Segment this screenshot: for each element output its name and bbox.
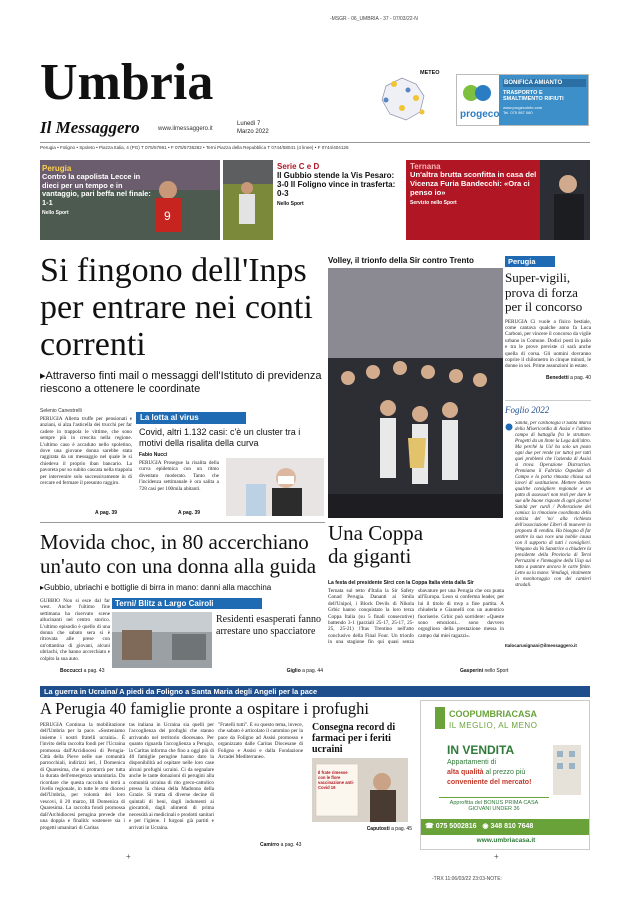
umbria-map-icon (372, 68, 450, 130)
ad-umbriacasa[interactable] (420, 700, 590, 850)
gubbio-photo (223, 160, 273, 240)
teaser-3-kicker: Ternana (410, 162, 441, 171)
arrow-icon: ▸ (40, 583, 45, 592)
volley-photo (328, 268, 503, 518)
progeco-logo-icon (457, 79, 499, 109)
foglio-email[interactable]: Italocarusignani@ilmessaggero.it (505, 643, 577, 648)
movida-subhead (40, 583, 325, 592)
meteo-box (372, 68, 450, 130)
ad-line2 (447, 769, 525, 776)
svg-text:9: 9 (164, 209, 171, 223)
teaser-1-kicker: Perugia (42, 164, 72, 173)
teaser-2-section: Nello Sport (277, 201, 304, 207)
umbriacasa-slogan: IL MEGLIO, AL MENO (449, 721, 538, 730)
ad-bonus: Approfitta del BONUS PRIMA CASA GIOVANI UNDER 36 (439, 797, 549, 812)
ad-phone: Tel. 075 987 060 (503, 110, 533, 115)
movida-subhead-text: Gubbio, ubriachi e bottiglie di birra in mano: danni alla macchina (44, 583, 272, 592)
perugia-body: PERUGIA Ci vuole a fisico bestiale, come cantava qualche anno fa Luca Carboni, per vincere il concorso da vigile urbano in Comune. Dodici posti in palio e tra le prove previste ci sarà anche quella di corsa. Gli uomini dovranno coprire il chilometro in cinque minuti, le donne in sei. Prime assunzioni in estate. (505, 318, 591, 370)
movida-headline[interactable]: Movida choc, in 80 accerchiano un'auto con una donna alla guida (40, 530, 317, 578)
ukraine-col2: tas italiana in Ucraina sia quelli per l'accoglienza dei profughi che stanno arrivando nel territorio diocesano. Per quanto riguarda l'accoglienza a Perugia, la Caritas informa che fino a oggi più di 40 famiglie perugine hanno dato la disponibilità ad ospitare nelle loro case alcuni profughi ucraini. Ci da segnalare anche le tante donazioni di perugini alla comunità ucraina di rito greco-cattolico presso la chiesa della Madonna della Grazie. Si tratta di diverse decine di quintali di beni, dagli indumenti ai giocattoli, dagli alimenti di prima necessità ai medicinali e prodotti sanitari e per l'igiene. I furgoni già partiti e arrivati in Ucraina. (129, 722, 214, 831)
farmaci-byline: Caputosti (366, 826, 390, 832)
progeco-brand: progeco (460, 109, 500, 120)
ukraine-col1: PERUGIA Continua la mobilitazione dell'Umbria per la pace. «Sosteniamo insieme i nostri fratelli ucraini». È l'invito della raccolta fondi per l'Ucraina promossa dall'Arcidiocesi di Perugia-Città della Pieve nelle sue comunità parrocchiali, indirizzi ieri, I Domenica di Quaresima, che si protrarrà per tutta la durata dell'emergenza umanitaria. Da ricordare che questa raccolta si terrà a livello regionale, in tutte le otto diocesi dell'Umbria, per volontà dei loro vescovi, il 20 marzo, III Domenica di Quaresima. La raccolta fondi promossa dall'Archidiocesi perugina prevede che una doppia e finalità: sostenere sia i progetti umanitari di Caritas (40, 722, 125, 831)
teaser-1-text (42, 164, 152, 216)
ad-line2: TRASPORTO E (503, 90, 543, 96)
ad-line1: BONIFICA AMIANTO (503, 79, 586, 87)
ad-line3: SMALTIMENTO RIFIUTI (503, 96, 564, 102)
teaser-2-title: Il Gubbio stende la Vis Pesaro: 3-0 Il Foligno vince in trasferta: 0-3 (277, 171, 396, 198)
ukraine-byline: Camirro (260, 842, 280, 848)
perugia-ref-text: a pag. 40 (570, 374, 591, 381)
masthead-rule (40, 142, 590, 143)
bottom-code: -TRX 11:06/03/22 23:03-NOTE: (432, 876, 502, 882)
coppa-ref (460, 668, 508, 674)
ad-phone1: 075 5002816 (435, 823, 477, 830)
terni-ref-text: a pag. 44 (302, 668, 323, 674)
date (237, 120, 269, 136)
site-url[interactable]: www.ilmessaggero.it (158, 126, 213, 132)
perugia-ref (505, 375, 591, 381)
crop-mark-icon-right: + (494, 852, 499, 861)
lead-subhead (40, 370, 325, 396)
region-title: Umbria (40, 54, 214, 111)
teaser-2-kicker: Serie C e D (277, 162, 320, 171)
ad-contact: www.progecoinfo.com (503, 105, 543, 110)
date-day: Lunedì 7 (237, 121, 261, 127)
phone-icon: ☎ (425, 823, 434, 830)
movida-ref-text: a pag. 43 (83, 668, 105, 674)
progeco-panel (499, 75, 589, 126)
ad-line1: Appartamenti di (447, 759, 497, 766)
ad-line3: conveniente del mercato! (447, 779, 532, 786)
farmaci-title: Consegna record di farmaci per i feriti ucraini (312, 722, 396, 755)
perugia-box[interactable] (505, 256, 591, 381)
teaser-serie-c[interactable] (223, 160, 403, 240)
foglio-badge-icon (505, 423, 513, 431)
lead-subhead-text: Attraverso finti mail o messaggi dell'Istituto di previdenza riescono a ottenere le coordinate (40, 370, 322, 395)
teaser-3-text (410, 162, 540, 206)
teaser-1-section: Nello Sport (42, 210, 69, 217)
movida-body: GUBBIO Non si esce dal far west. Anche l'ultimo fine settimana ha riservato scene allucinanti nel centro storico. L'ultimo episodio è quello di una donna che sabato sera si è ritrovata alle prese con un'ottantina di giovani, alcuni ubriachi, che hanno accerchiato e colpito la sua auto. (40, 598, 110, 662)
covid-box[interactable] (136, 412, 326, 518)
coppa-lede: La festa del presidente Sirci con la Coppa Italia vinta dalla Sir (328, 580, 474, 586)
movida-rule (40, 522, 325, 523)
crop-mark-icon: + (126, 852, 131, 861)
volley-team-image (328, 268, 503, 518)
teaser-2-text (277, 162, 402, 207)
lead-headline[interactable]: Si fingono dell'Inps per entrare nei conti correnti (40, 252, 313, 363)
umbriacasa-brand: COOPUMBRIACASA (449, 709, 538, 719)
teaser-strip (40, 160, 590, 240)
ad-progeco[interactable] (456, 74, 589, 126)
edition-code: -MSGR - 06_UMBRIA - 37 - 07/03/22-N (330, 16, 418, 22)
farmaci-ref (312, 826, 412, 832)
perugia-kicker: Perugia (505, 256, 555, 267)
meteo-label: METEO (420, 70, 440, 76)
covid-body: PERUGIA Prosegue la risalita della curva epidemica con un ritmo diventato moderato. Tanto che l'incidenza settimanale è ora salita a 728 casi per 100mila abitanti. (139, 460, 219, 492)
teaser-3-title: Un'altra brutta sconfitta in casa del Vicenza Furia Bandecchi: «Ora ci penso io» (410, 170, 537, 197)
ad-sale: IN VENDITA (447, 743, 515, 757)
farmaci-ref-text: a pag. 45 (391, 826, 412, 832)
foglio-column (505, 400, 591, 652)
lead-ref: A pag. 39 (95, 510, 118, 516)
coppa-body: Ternata sul tetto d'Italia la Sir Safety Conad Perugia. Dananti ai Smila dell'Unipol, i Block Devils di Nikola Grbic hanno conquistato la loro terza Coppa Italia (su 5 finali consecutive) battendo 3-1 (parziali 25-17, 25-17, 25-25, 25-21) l'Itas Trentino nell'atto conclusivo della Final Four. Un trionfo in una stagione fin qui quasi senza sbavature per una Perugia che ora punta all'Europa. Leon si conferma leader, per lui il titolo di mvp a fine partita. A chiuderla e Giannelli con un autentico fuoriserie. Grbic può sorridere: «Queste sono emozioni... sono davvero orgoglioso della prestazione messa in campo dai miei ragazzi». (328, 588, 504, 646)
teaser-ternana[interactable] (406, 160, 590, 240)
ukraine-ref-text: a pag. 43 (280, 842, 302, 848)
lead-body: PERUGIA Allerta truffe per pensionati e anziani, si alza l'asticella dei trucchi per far cadere in trappola le vittime, che sono sempre più in crescita nella regione. L'ultimo caso è accaduto nello spoletino, dove una giovane donna sarebbe stata raggirata da un messaggio nel quale le si chiedeva il proprio iban bancario. La pavoreta pur so subito cascata nella trappola per intervenire solo successivamente in di cercare ed fermare il presunto raggiro. (40, 416, 132, 487)
ad-line2a: alta qualità (447, 769, 484, 776)
lead-byline: Selenio Canestrelli (40, 408, 82, 414)
progeco-logo-area (457, 75, 499, 126)
teaser-perugia[interactable] (40, 160, 220, 240)
covid-byline: Fabio Nucci (139, 452, 168, 458)
teaser-3-section: Servizio nello Sport (410, 200, 457, 207)
coppa-byline: Gasperini (460, 668, 484, 674)
farmaci-box[interactable] (312, 722, 412, 850)
covid-photo (226, 458, 324, 516)
teaser-1-title: Contro la capolista Lecce in dieci per un tempo e in vantaggio, pari beffa nel finale: 1-1 (42, 172, 151, 207)
umbriacasa-logo-icon (435, 707, 445, 729)
ad-line2b: al prezzo più (485, 769, 526, 776)
bandecchi-photo (540, 160, 590, 240)
terni-ref (287, 668, 323, 674)
volley-caption: Volley, il trionfo della Sir contro Trento (328, 256, 474, 265)
coppa-headline[interactable]: Una Coppa da giganti (328, 521, 424, 568)
terni-byline: Giglio (286, 668, 301, 674)
terni-street-photo (112, 612, 212, 668)
covid-ref: A pag. 39 (178, 510, 201, 516)
foglio-title: Foglio 2022 (505, 405, 550, 415)
farmaci-poster-text: Il frate rimesse con le flore vaccinazione anti-Covid 19 (318, 770, 355, 790)
movida-ref (60, 668, 104, 674)
perugia-byline: Benedetti (545, 374, 569, 381)
covid-label: La lotta al virus (136, 412, 246, 424)
date-month: Marzo 2022 (237, 129, 269, 135)
offices-line: Perugia • Foligno • Spoleto • Piazza Italia, 4 (PG) T 075/57861 • F 075/5736282 • Terni Piazza della Repubblica T 0744/58041 (4 linee) • F 0744/404126 (40, 145, 349, 150)
ad-phones (421, 819, 590, 835)
ukraine-label: La guerra in Ucraina/ A piedi da Foligno a Santa Maria degli Angeli per la pace (40, 686, 590, 697)
terni-title: Residenti esasperati fanno arrestare uno spacciatore (216, 614, 321, 637)
coppa-ref-text: nello Sport (484, 668, 509, 674)
farmaci-photo (312, 758, 408, 822)
terni-label: Terni/ Blitz a Largo Cairoli (112, 598, 262, 609)
ad-web[interactable]: www.umbriacasa.it (476, 837, 536, 844)
ukraine-col3: "Fratelli tutti". È su questo tema, invece, che sabato è articolato il cammino per la pace da Foligno ad Assisi promosso e organizzato dalle Caritas Diocesane di Foligno e Assisi e dalla Fondazione Arcadei Mediterraneo. (218, 722, 303, 761)
covid-title: Covid, altri 1.132 casi: c'è un cluster tra i motivi della risalita della curva (139, 427, 301, 448)
foglio-body: Sanità, per cardiologia il Santa Maria della Misericordia di Assisi e l'ultimo campo di battaglia fra le strutture. Progetti da un litote la Lega dall'altro. Ma perché la Usl ha solo un posto ogni due per rende (or tutto) per tutti quei problemi che l'azienda di Assisi si trova. Operazione Distraction. Premiamo il Fabrizio Ospedale di Campo e la porta rimasta chiusa sui lavori di sostituzione. Mettere dentro qualche consigliere regionale e un patto di assessori non resti per dare le sue alle buone risposte di ogni giorno! Sanità per curdi / Pollerazione dei camisa: la rimozione coordinata della notizia del 'no' alla richiesta dell'associazione Liberi di muovere la proposta di vendita. Ha bisogno di far sentire la sua voce una nobile causa con il supporto di tutti i consiglieri. Vengano da Va Sanatrice a chiudere la presidente della Provincia di Terni Perruzzini e l'immagine della Uisp sui tutto a puntare ancora le carte finite. Letto su la mano: Vendiagi, vitalmente in monitoraggio con dei cantieri stradali. (515, 421, 591, 588)
ukraine-headline[interactable]: A Perugia 40 famiglie pronte a ospitare i profughi (40, 699, 370, 718)
paper-logo: Il Messaggero (40, 118, 140, 137)
terni-box[interactable] (112, 598, 325, 678)
perugia-title: Super-vigili, prova di forza per il concorso (505, 270, 583, 314)
arrow-icon: ▸ (40, 370, 46, 382)
ad-phone2: 348 810 7648 (490, 823, 534, 830)
whatsapp-icon: ◉ (482, 823, 489, 830)
ad-building-icon (547, 735, 587, 795)
movida-byline: Boccucci (60, 668, 83, 674)
ukraine-ref (260, 842, 301, 848)
